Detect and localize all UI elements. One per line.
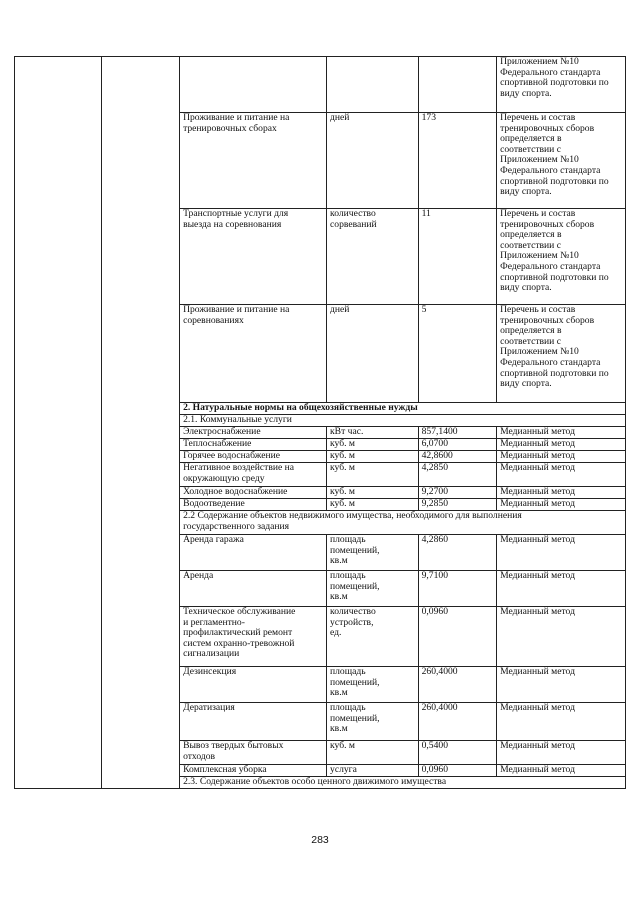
- value-cell: 0,5400: [418, 741, 497, 765]
- method-cell: Медианный метод: [497, 571, 626, 607]
- subsection-heading: 2.1. Коммунальные услуги: [180, 415, 626, 427]
- unit-cell: кВт час.: [327, 427, 419, 439]
- method-cell: Медианный метод: [497, 703, 626, 741]
- unit-cell: площадь помещений, кв.м: [327, 703, 419, 741]
- unit-cell: куб. м: [327, 463, 419, 487]
- method-cell: Медианный метод: [497, 463, 626, 487]
- method-cell: Медианный метод: [497, 765, 626, 777]
- value-cell: 857,1400: [418, 427, 497, 439]
- method-cell: Медианный метод: [497, 607, 626, 667]
- unit-cell: дней: [327, 305, 419, 403]
- item-name-cell: Транспортные услуги для выезда на соревнования: [180, 209, 327, 305]
- unit-cell: куб. м: [327, 451, 419, 463]
- value-cell: 0,0960: [418, 765, 497, 777]
- value-cell: 9,2700: [418, 487, 497, 499]
- unit-cell: площадь помещений, кв.м: [327, 667, 419, 703]
- blank-column-2: [101, 57, 180, 789]
- value-cell: 4,2860: [418, 535, 497, 571]
- method-cell: Медианный метод: [497, 487, 626, 499]
- value-cell: 260,4000: [418, 667, 497, 703]
- item-name-cell: [180, 57, 327, 113]
- item-name-cell: Дезинсекция: [180, 667, 327, 703]
- table-row: [15, 57, 626, 113]
- method-cell: Приложением №10 Федерального стандарта спортивной подготовки по виду спорта.: [497, 57, 626, 113]
- document-page: [14, 56, 626, 789]
- item-name-cell: Вывоз твердых бытовых отходов: [180, 741, 327, 765]
- subsection-heading: 2.3. Содержание объектов особо ценного движимого имущества: [180, 777, 626, 789]
- unit-cell: количество сорвеваний: [327, 209, 419, 305]
- item-name-cell: Дератизация: [180, 703, 327, 741]
- item-name-cell: Холодное водоснабжение: [180, 487, 327, 499]
- value-cell: 173: [418, 113, 497, 209]
- method-cell: Медианный метод: [497, 451, 626, 463]
- value-cell: 6,0700: [418, 439, 497, 451]
- item-name-cell: Водоотведение: [180, 499, 327, 511]
- method-cell: Медианный метод: [497, 667, 626, 703]
- value-cell: 260,4000: [418, 703, 497, 741]
- unit-cell: количество устройств, ед.: [327, 607, 419, 667]
- item-name-cell: Комплексная уборка: [180, 765, 327, 777]
- method-cell: Медианный метод: [497, 439, 626, 451]
- method-cell: Медианный метод: [497, 427, 626, 439]
- unit-cell: куб. м: [327, 487, 419, 499]
- norms-table: [14, 56, 626, 789]
- page-number: 283: [311, 834, 329, 846]
- item-name-cell: Негативное воздействие на окружающую среду: [180, 463, 327, 487]
- method-cell: Медианный метод: [497, 499, 626, 511]
- section-heading: 2. Натуральные нормы на общехозяйственные нужды: [180, 403, 626, 415]
- unit-cell: площадь помещений, кв.м: [327, 571, 419, 607]
- item-name-cell: Проживание и питание на соревнованиях: [180, 305, 327, 403]
- unit-cell: куб. м: [327, 499, 419, 511]
- subsection-heading: 2.2 Содержание объектов недвижимого имущества, необходимого для выполнения государственного задания: [180, 511, 626, 535]
- item-name-cell: Электроснабжение: [180, 427, 327, 439]
- item-name-cell: Проживание и питание на тренировочных сборах: [180, 113, 327, 209]
- value-cell: 4,2850: [418, 463, 497, 487]
- value-cell: 9,7100: [418, 571, 497, 607]
- method-cell: Перечень и состав тренировочных сборов определяется в соответствии с Приложением №10 Федерального стандарта спортивной подготовки по виду спорта.: [497, 113, 626, 209]
- blank-column-1: [15, 57, 102, 789]
- unit-cell: куб. м: [327, 439, 419, 451]
- value-cell: 9,2850: [418, 499, 497, 511]
- value-cell: 11: [418, 209, 497, 305]
- item-name-cell: Теплоснабжение: [180, 439, 327, 451]
- unit-cell: куб. м: [327, 741, 419, 765]
- unit-cell: услуга: [327, 765, 419, 777]
- value-cell: 42,8600: [418, 451, 497, 463]
- item-name-cell: Аренда: [180, 571, 327, 607]
- method-cell: Перечень и состав тренировочных сборов определяется в соответствии с Приложением №10 Федерального стандарта спортивной подготовки по виду спорта.: [497, 305, 626, 403]
- method-cell: Перечень и состав тренировочных сборов определяется в соответствии с Приложением №10 Федерального стандарта спортивной подготовки по виду спорта.: [497, 209, 626, 305]
- method-cell: Медианный метод: [497, 535, 626, 571]
- value-cell: [418, 57, 497, 113]
- item-name-cell: Аренда гаража: [180, 535, 327, 571]
- unit-cell: [327, 57, 419, 113]
- unit-cell: площадь помещений, кв.м: [327, 535, 419, 571]
- unit-cell: дней: [327, 113, 419, 209]
- value-cell: 5: [418, 305, 497, 403]
- item-name-cell: Горячее водоснабжение: [180, 451, 327, 463]
- item-name-cell: Техническое обслуживание и регламентно- профилактический ремонт систем охранно-тревожной сигнализации: [180, 607, 327, 667]
- value-cell: 0,0960: [418, 607, 497, 667]
- method-cell: Медианный метод: [497, 741, 626, 765]
